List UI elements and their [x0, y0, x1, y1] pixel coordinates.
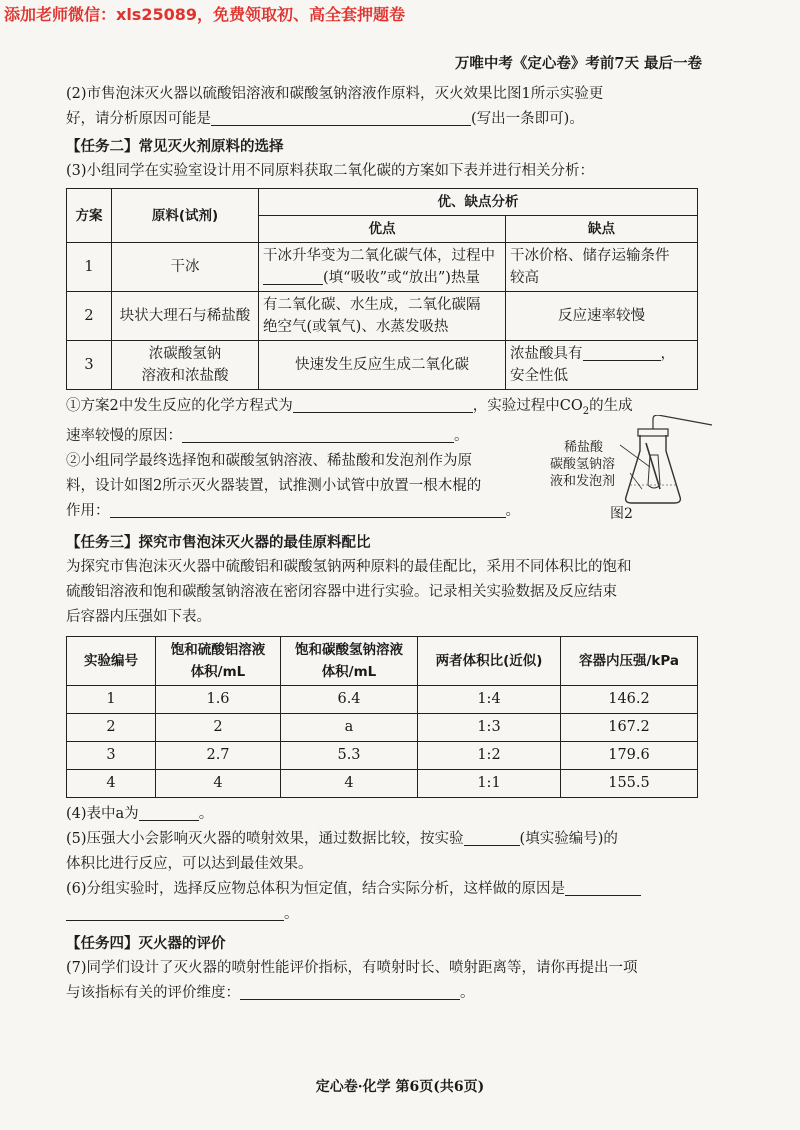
- con-line: 浓盐酸具有 ，: [510, 343, 693, 365]
- q5-text: (填实验编号)的: [519, 830, 618, 847]
- cell: 1.6: [156, 685, 281, 713]
- answer-blank[interactable]: [66, 903, 284, 921]
- material-line: 浓碳酸氢钠: [148, 346, 222, 362]
- q6-text: 。: [284, 905, 299, 922]
- q6-line2: [66, 902, 696, 927]
- table-row: [67, 292, 698, 341]
- con-line: 安全性低: [510, 368, 568, 384]
- answer-blank[interactable]: [211, 108, 471, 126]
- figure-caption: 图2: [610, 505, 633, 522]
- answer-blank[interactable]: [110, 500, 506, 518]
- th-line: 体积/mL: [190, 663, 246, 680]
- q2-tail: (写出一条即可)。: [471, 111, 584, 127]
- th-analysis: 优、缺点分析: [259, 189, 698, 216]
- pro-line: [263, 267, 501, 289]
- cell: 5.3: [281, 741, 418, 769]
- fig-label: 碳酸氢钠溶: [550, 456, 616, 472]
- th-pro: 优点: [259, 216, 506, 243]
- th-con: 缺点: [506, 216, 698, 243]
- cell: 146.2: [561, 685, 698, 713]
- th-line: 体积/mL: [321, 663, 377, 680]
- exam-content: [66, 82, 696, 1006]
- figure-2: [550, 415, 712, 522]
- task3-p3: 后容器内压强如下表。: [66, 608, 211, 625]
- th-material: 原料(试剂): [112, 189, 259, 243]
- q3-1-text: ①方案2中发生反应的化学方程式为: [66, 398, 293, 414]
- q5-text: (5)压强大小会影响灭火器的喷射效果，通过数据比较，按实验: [66, 830, 464, 847]
- con-text: 浓盐酸具有: [510, 346, 583, 362]
- table-row: [67, 243, 698, 292]
- answer-blank[interactable]: [464, 828, 520, 846]
- th-pressure: 容器内压强/kPa: [561, 636, 698, 685]
- q2-text: 好，请分析原因可能是: [66, 111, 211, 127]
- cell: 179.6: [561, 741, 698, 769]
- q2-line2: [66, 107, 696, 132]
- q3-2-line2: 料，设计如图2所示灭火器装置，试推测小试管中放置一根木棍的: [66, 477, 482, 494]
- answer-blank[interactable]: [182, 425, 454, 443]
- task3-p2: 硫酸铝溶液和饱和碳酸氢钠溶液在密闭容器中进行实验。记录相关实验数据及反应结束: [66, 583, 617, 600]
- q3-1-text: 。: [454, 427, 469, 444]
- q6-text: (6)分组实验时，选择反应物总体积为恒定值，结合实际分析，这样做的原因是: [66, 880, 566, 897]
- plan-no: 3: [67, 341, 112, 390]
- watermark: 添加老师微信：xls25089，免费领取初、高全套押题卷: [4, 5, 405, 24]
- q3-1-text: 的生成: [589, 398, 633, 414]
- plan-pro: 快速发生反应生成二氧化碳: [259, 341, 506, 390]
- q3-2-line1: ②小组同学最终选择饱和碳酸氢钠溶液、稀盐酸和发泡剂作为原: [66, 452, 472, 469]
- task2-title: 【任务二】常见灭火剂原料的选择: [66, 138, 284, 155]
- cell: 4: [281, 769, 418, 797]
- answer-blank[interactable]: [240, 982, 460, 1000]
- q3-2-block: [66, 439, 696, 524]
- page-footer: 定心卷·化学 第6页(共6页): [315, 1079, 485, 1095]
- answer-blank[interactable]: [293, 395, 473, 413]
- cell: 1:4: [418, 685, 561, 713]
- cell: 2.7: [156, 741, 281, 769]
- th-line: 饱和碳酸氢钠溶液: [295, 641, 403, 658]
- pro-line: 干冰升华变为二氧化碳气体，过程中: [263, 248, 495, 264]
- page-header: 万唯中考《定心卷》考前7天 最后一卷: [454, 55, 702, 72]
- cell: 2: [67, 713, 156, 741]
- cell: 1:2: [418, 741, 561, 769]
- th-plan: 方案: [67, 189, 112, 243]
- table-row: [67, 741, 698, 769]
- q5-line1: [66, 827, 696, 852]
- q5-line2: 体积比进行反应，可以达到最佳效果。: [66, 855, 313, 872]
- figure-labels: [550, 439, 616, 490]
- con-line: 较高: [510, 270, 539, 286]
- q4: [66, 802, 696, 827]
- table-row: [67, 713, 698, 741]
- subscript: 2: [582, 405, 590, 417]
- cell: 4: [67, 769, 156, 797]
- plan-pro: [259, 243, 506, 292]
- cell: 1:1: [418, 769, 561, 797]
- q7-text: 。: [460, 984, 475, 1001]
- table-row: [67, 341, 698, 390]
- cell: 1: [67, 685, 156, 713]
- th-line: 饱和硫酸铝溶液: [170, 641, 266, 658]
- con-line: 干冰价格、储存运输条件: [510, 248, 670, 264]
- task2-intro: (3)小组同学在实验室设计用不同原料获取二氧化碳的方案如下表并进行相关分析：: [66, 163, 595, 179]
- answer-blank[interactable]: [263, 267, 323, 285]
- answer-blank[interactable]: [565, 878, 641, 896]
- plan-con: [506, 341, 698, 390]
- q6-line1: [66, 877, 696, 902]
- table-row: [67, 685, 698, 713]
- th-al-volume: [156, 636, 281, 685]
- th-na-volume: [281, 636, 418, 685]
- q7-text: 与该指标有关的评价维度：: [66, 984, 240, 1001]
- pro-line: 绝空气(或氧气)、水蒸发吸热: [263, 319, 449, 335]
- q3-2-text: 。: [505, 502, 520, 519]
- th-exp-id: 实验编号: [67, 636, 156, 685]
- plan-con: [506, 243, 698, 292]
- task3-p1: 为探究市售泡沫灭火器中硫酸铝和碳酸氢钠两种原料的最佳配比，采用不同体积比的饱和: [66, 558, 632, 575]
- task3-title: 【任务三】探究市售泡沫灭火器的最佳原料配比: [66, 533, 371, 551]
- cell: 2: [156, 713, 281, 741]
- task4-title: 【任务四】灭火器的评价: [66, 934, 226, 952]
- fig-label: 稀盐酸: [564, 439, 604, 455]
- q3-2-text: 作用：: [66, 502, 110, 519]
- experiment-table: [66, 636, 698, 798]
- q3-1-text: 速率较慢的原因：: [66, 427, 182, 444]
- cell: 6.4: [281, 685, 418, 713]
- plan-material: [112, 341, 259, 390]
- plan-con: 反应速率较慢: [506, 292, 698, 341]
- pro-line: 有二氧化碳、水生成，二氧化碳隔: [263, 297, 481, 313]
- cell: 167.2: [561, 713, 698, 741]
- q2-line1: (2)市售泡沫灭火器以硫酸铝溶液和碳酸氢钠溶液作原料，灭火效果比图1所示实验更: [66, 86, 604, 102]
- plan-pro: [259, 292, 506, 341]
- cell: 1:3: [418, 713, 561, 741]
- answer-blank[interactable]: [139, 803, 199, 821]
- plan-material: 块状大理石与稀盐酸: [112, 292, 259, 341]
- q7-line2: [66, 981, 696, 1006]
- q7-line1: (7)同学们设计了灭火器的喷射性能评价指标，有喷射时长、喷射距离等，请你再提出一项: [66, 959, 638, 976]
- q3-1-text: ，实验过程中CO: [472, 398, 583, 414]
- plan-material: 干冰: [112, 243, 259, 292]
- table-row: [67, 769, 698, 797]
- q4-text: 。: [198, 805, 214, 822]
- plan-no: 2: [67, 292, 112, 341]
- fig-label: 液和发泡剂: [550, 473, 616, 489]
- cell: 155.5: [561, 769, 698, 797]
- answer-blank[interactable]: [583, 343, 661, 361]
- cell: a: [281, 713, 418, 741]
- material-line: 溶液和浓盐酸: [141, 368, 229, 384]
- q4-text: (4)表中a为: [66, 805, 139, 822]
- plan-no: 1: [67, 243, 112, 292]
- cell: 4: [156, 769, 281, 797]
- cell: 3: [67, 741, 156, 769]
- pro-text: (填“吸收”或“放出”)热量: [323, 270, 480, 286]
- th-ratio: 两者体积比(近似): [418, 636, 561, 685]
- plan-table: [66, 188, 698, 390]
